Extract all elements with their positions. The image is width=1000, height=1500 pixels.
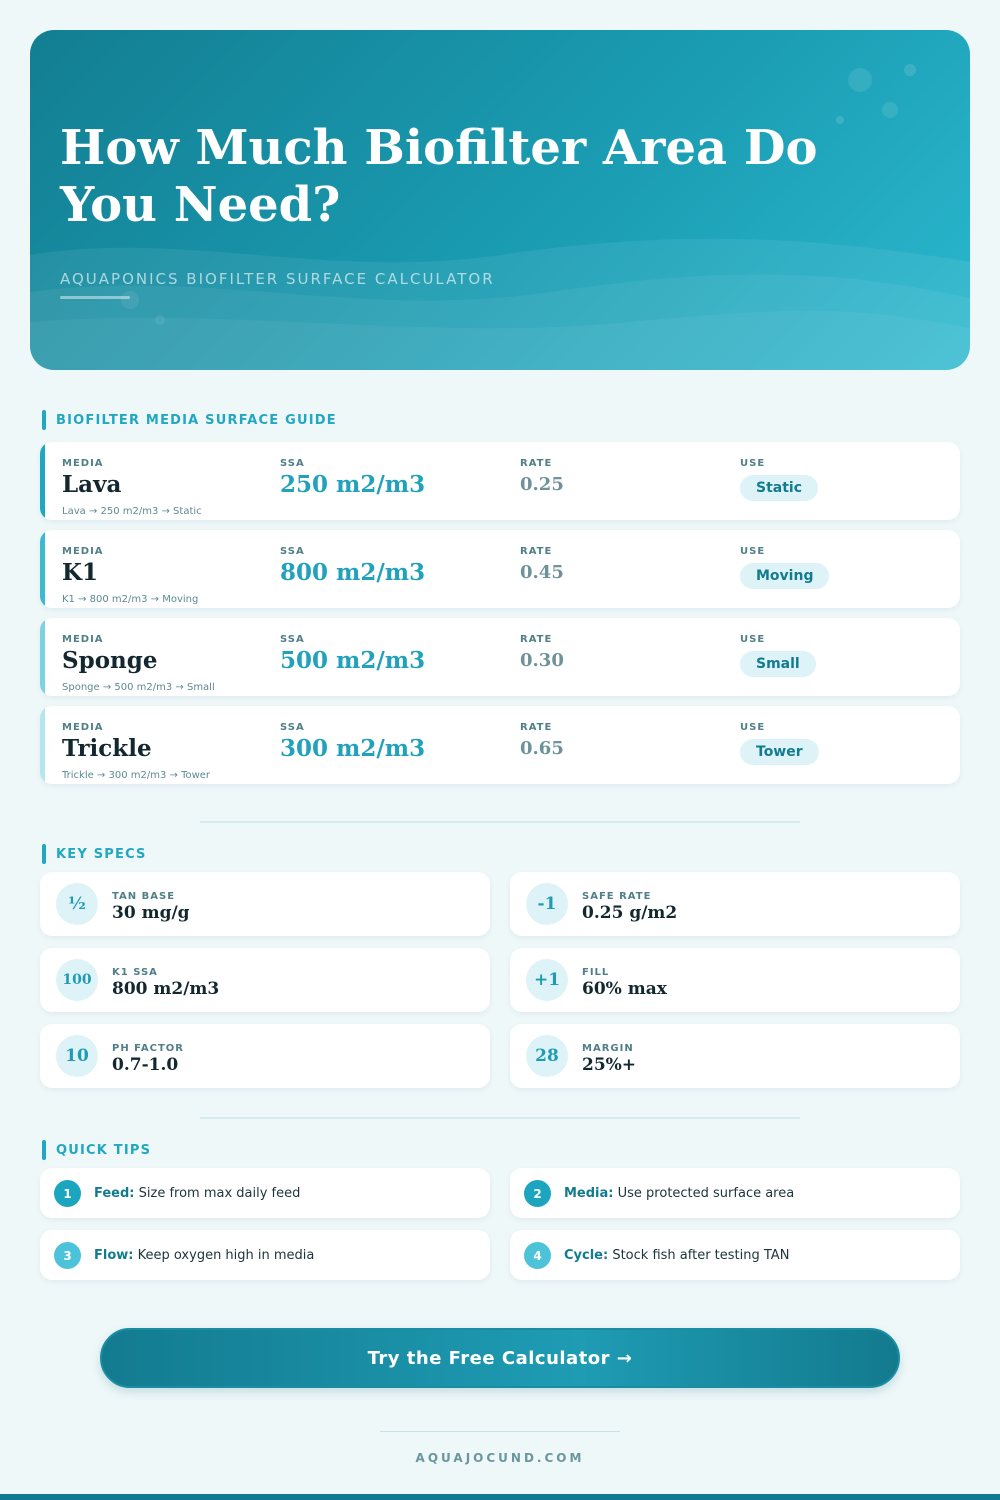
footer-divider: [380, 1431, 620, 1432]
spec-card-fill: [510, 948, 960, 1012]
media-rate: 0.25: [520, 474, 564, 495]
spec-card-margin: [510, 1024, 960, 1088]
bottom-accent-bar: [0, 1494, 1000, 1500]
spec-icon-badge: +1: [526, 959, 568, 1001]
media-rate: 0.65: [520, 738, 564, 759]
spec-value: 0.7-1.0: [112, 1055, 179, 1075]
spec-icon-badge: 100: [56, 959, 98, 1001]
media-label: MEDIA: [62, 458, 104, 469]
spec-card-ph-factor: [40, 1024, 490, 1088]
media-label: MEDIA: [62, 722, 104, 733]
media-ssa: 500 m2/m3: [280, 647, 426, 674]
try-calculator-button[interactable]: Try the Free Calculator →: [100, 1328, 900, 1388]
spec-label: FILL: [582, 967, 610, 978]
spec-value: 0.25 g/m2: [582, 903, 678, 923]
heading-accent-bar: [42, 410, 46, 430]
media-summary: Lava → 250 m2/m3 → Static: [62, 506, 202, 517]
spec-card-tan-base: [40, 872, 490, 936]
media-summary: Trickle → 300 m2/m3 → Tower: [62, 770, 211, 781]
subtitle-underline: [60, 296, 130, 299]
hero-banner: [30, 30, 970, 370]
tip-card-flow: [40, 1230, 490, 1280]
tip-text: [564, 1186, 794, 1201]
spec-icon-badge: ½: [56, 883, 98, 925]
media-name: Trickle: [62, 735, 152, 762]
spec-card-k1-ssa: [40, 948, 490, 1012]
section-heading-text: QUICK TIPS: [56, 1142, 152, 1158]
section-heading-text: BIOFILTER MEDIA SURFACE GUIDE: [56, 412, 337, 428]
media-ssa: 250 m2/m3: [280, 471, 426, 498]
media-rate: 0.30: [520, 650, 564, 671]
spec-value: 60% max: [582, 979, 667, 999]
media-label: MEDIA: [62, 634, 104, 645]
tip-card-feed: [40, 1168, 490, 1218]
use-label: USE: [740, 722, 766, 733]
spec-label: K1 SSA: [112, 967, 158, 978]
use-label: USE: [740, 546, 766, 557]
tip-key: Cycle:: [564, 1248, 609, 1263]
media-rate: 0.45: [520, 562, 564, 583]
tip-number-badge: 2: [524, 1180, 551, 1207]
rate-label: RATE: [520, 634, 553, 645]
spec-value: 25%+: [582, 1055, 637, 1075]
section-divider: [200, 821, 800, 823]
media-ssa: 300 m2/m3: [280, 735, 426, 762]
tip-body: Keep oxygen high in media: [133, 1248, 315, 1263]
use-label: USE: [740, 458, 766, 469]
media-name: Sponge: [62, 647, 158, 674]
rate-label: RATE: [520, 458, 553, 469]
media-ssa: 800 m2/m3: [280, 559, 426, 586]
card-accent: [40, 618, 45, 696]
spec-label: SAFE RATE: [582, 891, 652, 902]
tip-key: Flow:: [94, 1248, 134, 1263]
tip-number-badge: 3: [54, 1242, 81, 1269]
tip-number-badge: 4: [524, 1242, 551, 1269]
rate-label: RATE: [520, 546, 553, 557]
footer-site-link[interactable]: AQUAJOCUND.COM: [415, 1451, 585, 1465]
media-card-sponge: [40, 618, 960, 696]
media-list: [40, 442, 960, 794]
page-title: How Much Biofilter Area Do You Need?: [60, 120, 818, 233]
tip-text: [94, 1186, 300, 1201]
media-summary: Sponge → 500 m2/m3 → Small: [62, 682, 215, 693]
use-badge: Small: [740, 651, 816, 677]
spec-label: TAN BASE: [112, 891, 176, 902]
tip-card-media: [510, 1168, 960, 1218]
media-card-k1: [40, 530, 960, 608]
use-badge: Static: [740, 475, 818, 501]
page-subtitle: AQUAPONICS BIOFILTER SURFACE CALCULATOR: [60, 270, 495, 288]
media-name: K1: [62, 559, 98, 586]
tips-section-heading: [42, 1140, 151, 1160]
tip-body: Size from max daily feed: [134, 1186, 301, 1201]
spec-icon-badge: 10: [56, 1035, 98, 1077]
section-divider: [200, 1117, 800, 1119]
tip-text: [564, 1248, 789, 1263]
card-accent: [40, 442, 45, 520]
media-card-lava: [40, 442, 960, 520]
media-label: MEDIA: [62, 546, 104, 557]
ssa-label: SSA: [280, 458, 305, 469]
media-section-heading: [42, 410, 337, 430]
heading-accent-bar: [42, 844, 46, 864]
use-badge: Moving: [740, 563, 829, 589]
media-name: Lava: [62, 471, 122, 498]
ssa-label: SSA: [280, 722, 305, 733]
use-label: USE: [740, 634, 766, 645]
spec-label: MARGIN: [582, 1043, 634, 1054]
section-heading-text: KEY SPECS: [56, 846, 147, 862]
tip-text: [94, 1248, 314, 1263]
spec-icon-badge: 28: [526, 1035, 568, 1077]
card-accent: [40, 706, 45, 784]
tip-number-badge: 1: [54, 1180, 81, 1207]
specs-section-heading: [42, 844, 147, 864]
spec-icon-badge: -1: [526, 883, 568, 925]
tip-key: Feed:: [94, 1186, 135, 1201]
ssa-label: SSA: [280, 546, 305, 557]
spec-card-safe-rate: [510, 872, 960, 936]
heading-accent-bar: [42, 1140, 46, 1160]
tip-key: Media:: [564, 1186, 614, 1201]
tip-card-cycle: [510, 1230, 960, 1280]
tip-body: Use protected surface area: [613, 1186, 795, 1201]
use-badge: Tower: [740, 739, 819, 765]
spec-value: 30 mg/g: [112, 903, 190, 923]
rate-label: RATE: [520, 722, 553, 733]
spec-label: PH FACTOR: [112, 1043, 184, 1054]
ssa-label: SSA: [280, 634, 305, 645]
media-summary: K1 → 800 m2/m3 → Moving: [62, 594, 199, 605]
spec-value: 800 m2/m3: [112, 979, 220, 999]
card-accent: [40, 530, 45, 608]
tip-body: Stock fish after testing TAN: [608, 1248, 790, 1263]
media-card-trickle: [40, 706, 960, 784]
